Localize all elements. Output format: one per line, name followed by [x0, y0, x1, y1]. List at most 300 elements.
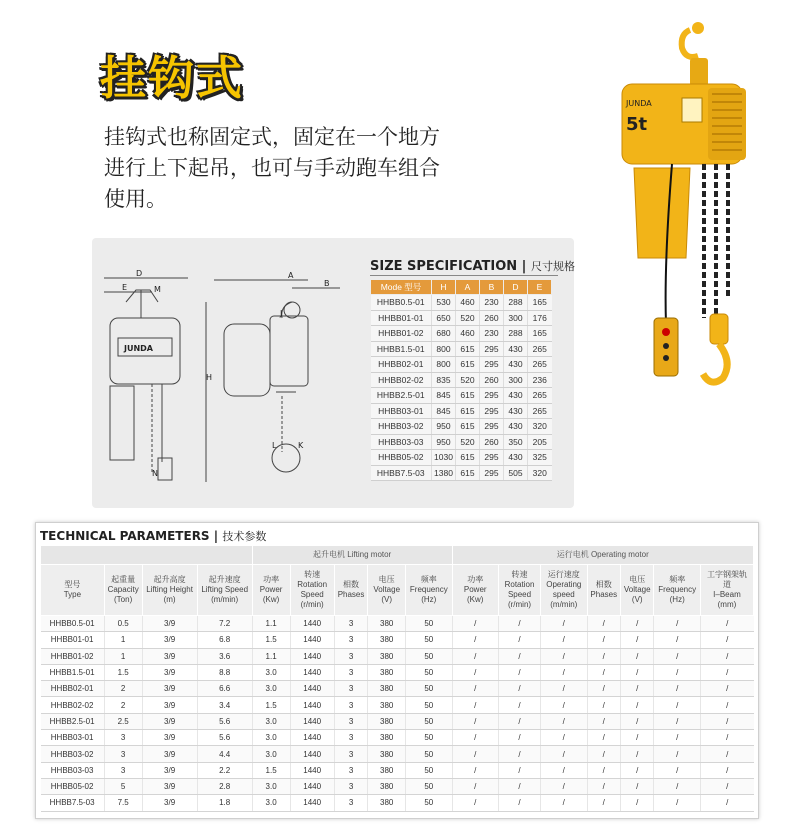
tech-group-blank	[41, 546, 253, 565]
tech-cell: /	[700, 616, 753, 632]
tech-cell: 1.8	[197, 795, 252, 811]
tech-cell: /	[587, 664, 620, 680]
tech-cell: /	[498, 778, 540, 794]
tech-cell: /	[498, 664, 540, 680]
size-spec-row	[371, 295, 552, 311]
tech-row	[41, 616, 754, 632]
tech-cell: /	[452, 616, 498, 632]
tech-cell: 2.8	[197, 778, 252, 794]
tech-cell: 3.0	[252, 795, 290, 811]
size-spec-cell: 165	[528, 295, 552, 311]
tech-cell: 380	[368, 713, 406, 729]
size-spec-header-cell: B	[480, 280, 504, 295]
size-spec-cell: 430	[504, 388, 528, 404]
size-spec-cell: 176	[528, 310, 552, 326]
tech-cell: 1	[104, 648, 142, 664]
tech-cell: 1.5	[252, 632, 290, 648]
dim-label-j: J	[280, 309, 283, 318]
tech-cell: /	[654, 746, 700, 762]
hoist-brand-label: JUNDA	[626, 99, 652, 108]
tech-cell: 3/9	[142, 746, 197, 762]
tech-cell: 3.0	[252, 778, 290, 794]
tech-header-line: Speed	[507, 590, 532, 599]
tech-header-line: (Kw)	[262, 595, 280, 604]
tech-cell: /	[621, 795, 654, 811]
size-spec-cell: HHBB03-03	[371, 434, 432, 450]
tech-group-operating: 运行电机 Operating motor	[452, 546, 753, 565]
tech-cell: 6.6	[197, 681, 252, 697]
size-spec-cell: 1030	[432, 450, 456, 466]
size-spec-cell: HHBB2.5-01	[371, 388, 432, 404]
tech-header-o-freq	[654, 565, 700, 616]
tech-cell: /	[541, 746, 587, 762]
size-spec-cell: 650	[432, 310, 456, 326]
tech-header-l-voltage	[368, 565, 406, 616]
tech-row	[41, 778, 754, 794]
size-spec-cell: 1380	[432, 465, 456, 481]
tech-cell: /	[654, 713, 700, 729]
tech-params-title-cn: 技术参数	[222, 530, 267, 543]
size-spec-cell: 430	[504, 357, 528, 373]
tech-cell: 380	[368, 648, 406, 664]
tech-cell: 1.5	[252, 697, 290, 713]
drawing-brand-label: JUNDA	[124, 344, 153, 353]
tech-cell: 3/9	[142, 730, 197, 746]
tech-cell: 1440	[290, 713, 334, 729]
size-spec-cell: 295	[480, 450, 504, 466]
tech-cell: 3	[334, 664, 367, 680]
tech-cell: HHBB05-02	[41, 778, 105, 794]
tech-cell: /	[621, 730, 654, 746]
tech-cell: /	[541, 713, 587, 729]
tech-header-speed	[197, 565, 252, 616]
tech-cell: 3/9	[142, 681, 197, 697]
tech-cell: 50	[406, 778, 452, 794]
size-spec-cell: 295	[480, 341, 504, 357]
tech-cell: 50	[406, 762, 452, 778]
tech-header-line: Type	[63, 590, 82, 599]
tech-header-line: 起升速度	[208, 575, 241, 584]
size-spec-cell: HHBB03-01	[371, 403, 432, 419]
tech-cell: 50	[406, 713, 452, 729]
size-spec-cell: HHBB01-02	[371, 326, 432, 342]
tech-cell: /	[654, 795, 700, 811]
tech-cell: /	[498, 713, 540, 729]
tech-cell: /	[452, 762, 498, 778]
tech-cell: 3/9	[142, 616, 197, 632]
size-spec-cell: 265	[528, 341, 552, 357]
size-spec-row	[371, 419, 552, 435]
size-spec-row	[371, 450, 552, 466]
tech-cell: 3	[104, 762, 142, 778]
tech-header-line: (mm)	[717, 600, 737, 609]
tech-cell: 50	[406, 681, 452, 697]
tech-header-type	[41, 565, 105, 616]
tech-cell: /	[700, 730, 753, 746]
tech-header-l-phases	[334, 565, 367, 616]
size-spec-cell: 165	[528, 326, 552, 342]
size-spec-cell: 520	[456, 372, 480, 388]
tech-cell: /	[452, 681, 498, 697]
tech-cell: /	[587, 648, 620, 664]
tech-cell: /	[700, 648, 753, 664]
tech-cell: 3/9	[142, 778, 197, 794]
size-spec-row	[371, 403, 552, 419]
dim-label-b: B	[324, 279, 330, 288]
tech-cell: 3	[334, 778, 367, 794]
size-spec-cell: 295	[480, 403, 504, 419]
size-spec-header-cell: Mode 型号	[371, 280, 432, 295]
tech-cell: HHBB03-02	[41, 746, 105, 762]
size-spec-cell: 430	[504, 341, 528, 357]
tech-group-lifting: 起升电机 Lifting motor	[252, 546, 452, 565]
tech-header-line: (V)	[381, 595, 393, 604]
tech-cell: /	[498, 795, 540, 811]
size-spec-row	[371, 372, 552, 388]
size-spec-row	[371, 341, 552, 357]
tech-row	[41, 648, 754, 664]
size-spec-cell: 260	[480, 372, 504, 388]
tech-cell: HHBB03-03	[41, 762, 105, 778]
size-spec-header-cell: D	[504, 280, 528, 295]
size-spec-cell: 615	[456, 357, 480, 373]
size-spec-header-cell: H	[432, 280, 456, 295]
tech-cell: /	[498, 746, 540, 762]
dim-label-e: E	[122, 283, 128, 292]
tech-cell: HHBB1.5-01	[41, 664, 105, 680]
tech-cell: 3	[334, 713, 367, 729]
size-spec-cell: 835	[432, 372, 456, 388]
tech-header-line: 功率	[263, 575, 280, 584]
tech-cell: 1.1	[252, 648, 290, 664]
size-spec-header-cell: E	[528, 280, 552, 295]
tech-cell: 5	[104, 778, 142, 794]
tech-header-line: Frequency	[658, 585, 697, 594]
tech-header-l-freq	[406, 565, 452, 616]
tech-cell: 50	[406, 697, 452, 713]
tech-cell: HHBB01-02	[41, 648, 105, 664]
tech-cell: 50	[406, 746, 452, 762]
tech-header-line: I–Beam	[713, 590, 741, 599]
tech-cell: 50	[406, 664, 452, 680]
tech-cell: 3.0	[252, 713, 290, 729]
tech-cell: 3	[334, 648, 367, 664]
tech-cell: 3/9	[142, 632, 197, 648]
tech-cell: /	[498, 730, 540, 746]
tech-cell: 3	[334, 697, 367, 713]
size-spec-row	[371, 357, 552, 373]
tech-cell: /	[700, 632, 753, 648]
tech-cell: /	[541, 632, 587, 648]
tech-cell: 3	[334, 730, 367, 746]
size-spec-cell: HHBB05-02	[371, 450, 432, 466]
tech-cell: /	[498, 681, 540, 697]
tech-cell: 8.8	[197, 664, 252, 680]
tech-cell: 1440	[290, 632, 334, 648]
tech-cell: 3.0	[252, 746, 290, 762]
tech-cell: 380	[368, 664, 406, 680]
tech-header-line: 运行速度	[547, 570, 580, 579]
tech-header-line: 转速	[511, 570, 528, 579]
tech-cell: /	[621, 762, 654, 778]
size-spec-cell: HHBB7.5-03	[371, 465, 432, 481]
size-spec-cell: 430	[504, 450, 528, 466]
tech-cell: /	[452, 664, 498, 680]
tech-cell: HHBB0.5-01	[41, 616, 105, 632]
tech-cell: /	[541, 795, 587, 811]
tech-cell: 0.5	[104, 616, 142, 632]
tech-row	[41, 762, 754, 778]
dim-label-a: A	[288, 271, 294, 280]
tech-header-o-beam	[700, 565, 753, 616]
tech-cell: 380	[368, 697, 406, 713]
tech-cell: /	[700, 697, 753, 713]
tech-header-o-rot	[498, 565, 540, 616]
size-spec-row	[371, 465, 552, 481]
tech-cell: 50	[406, 616, 452, 632]
tech-cell: 3	[104, 730, 142, 746]
tech-cell: 1440	[290, 746, 334, 762]
tech-header-line: 起重量	[111, 575, 136, 584]
tech-cell: /	[621, 713, 654, 729]
tech-cell: /	[621, 778, 654, 794]
tech-cell: 5.6	[197, 730, 252, 746]
tech-cell: /	[498, 632, 540, 648]
tech-cell: /	[587, 713, 620, 729]
tech-cell: /	[654, 778, 700, 794]
tech-cell: /	[654, 762, 700, 778]
tech-cell: /	[541, 664, 587, 680]
tech-cell: 5.6	[197, 713, 252, 729]
size-spec-cell: 615	[456, 465, 480, 481]
size-spec-cell: 295	[480, 465, 504, 481]
tech-cell: /	[700, 746, 753, 762]
tech-cell: /	[621, 616, 654, 632]
tech-cell: /	[621, 648, 654, 664]
size-spec-title-en: SIZE SPECIFICATION	[370, 259, 518, 274]
tech-cell: /	[587, 616, 620, 632]
size-spec-cell: HHBB1.5-01	[371, 341, 432, 357]
tech-cell: 1440	[290, 664, 334, 680]
size-spec-cell: 265	[528, 403, 552, 419]
tech-cell: 3/9	[142, 762, 197, 778]
tech-cell: 1440	[290, 648, 334, 664]
tech-header-line: 功率	[467, 575, 484, 584]
tech-cell: 2.5	[104, 713, 142, 729]
size-spec-cell: 300	[504, 372, 528, 388]
tech-cell: /	[452, 713, 498, 729]
tech-cell: 1440	[290, 795, 334, 811]
tech-cell: 50	[406, 730, 452, 746]
tech-cell: /	[700, 664, 753, 680]
size-spec-table	[370, 279, 552, 481]
tech-cell: 3/9	[142, 795, 197, 811]
tech-header-line: Phases	[337, 590, 365, 599]
size-spec-cell: 520	[456, 434, 480, 450]
tech-cell: /	[452, 730, 498, 746]
tech-cell: /	[498, 697, 540, 713]
tech-cell: /	[654, 616, 700, 632]
tech-header-o-voltage	[621, 565, 654, 616]
tech-header-line: (Hz)	[669, 595, 685, 604]
size-spec-cell: 260	[480, 434, 504, 450]
tech-group-row	[41, 546, 754, 565]
size-spec-row	[371, 388, 552, 404]
tech-cell: /	[700, 713, 753, 729]
tech-cell: 50	[406, 648, 452, 664]
size-spec-cell: 460	[456, 295, 480, 311]
tech-cell: 1440	[290, 730, 334, 746]
tech-header-line: 电压	[629, 575, 646, 584]
tech-cell: 6.8	[197, 632, 252, 648]
tech-cell: 50	[406, 632, 452, 648]
tech-header-l-power	[252, 565, 290, 616]
tech-header-line: (Hz)	[421, 595, 437, 604]
tech-cell: 1440	[290, 697, 334, 713]
tech-cell: /	[587, 681, 620, 697]
tech-cell: /	[587, 632, 620, 648]
tech-cell: 7.2	[197, 616, 252, 632]
size-spec-cell: 505	[504, 465, 528, 481]
tech-cell: 380	[368, 762, 406, 778]
tech-header-line: (m/min)	[550, 600, 578, 609]
tech-header-o-power	[452, 565, 498, 616]
tech-cell: 3.0	[252, 681, 290, 697]
tech-cell: 3/9	[142, 648, 197, 664]
tech-cell: /	[498, 616, 540, 632]
description-line: 进行上下起吊，也可与手动跑车组合	[104, 156, 440, 180]
size-spec-cell: HHBB02-02	[371, 372, 432, 388]
size-spec-cell: 230	[480, 326, 504, 342]
tech-cell: 2.2	[197, 762, 252, 778]
tech-cell: /	[452, 648, 498, 664]
tech-cell: 3	[334, 681, 367, 697]
tech-cell: HHBB2.5-01	[41, 713, 105, 729]
tech-cell: 380	[368, 681, 406, 697]
tech-cell: 3	[334, 795, 367, 811]
size-spec-cell: 460	[456, 326, 480, 342]
tech-cell: 3	[334, 632, 367, 648]
tech-header-line: Lifting Speed	[201, 585, 249, 594]
tech-cell: 3.4	[197, 697, 252, 713]
tech-cell: /	[654, 697, 700, 713]
tech-header-line: Rotation	[504, 580, 535, 589]
tech-header-capacity	[104, 565, 142, 616]
tech-cell: /	[587, 746, 620, 762]
size-spec-cell: 325	[528, 450, 552, 466]
tech-header-line: Power	[463, 585, 487, 594]
size-spec-row	[371, 310, 552, 326]
tech-header-line: Speed	[300, 590, 324, 599]
size-spec-cell: HHBB02-01	[371, 357, 432, 373]
tech-cell: 380	[368, 746, 406, 762]
tech-cell: 3.0	[252, 730, 290, 746]
tech-cell: /	[654, 664, 700, 680]
tech-cell: /	[587, 697, 620, 713]
tech-cell: 1.5	[252, 762, 290, 778]
tech-params-title-en: TECHNICAL PARAMETERS	[40, 529, 210, 543]
tech-cell: /	[452, 632, 498, 648]
tech-header-line: 频率	[420, 575, 437, 584]
tech-cell: 3/9	[142, 664, 197, 680]
tech-cell: 2	[104, 697, 142, 713]
tech-cell: /	[700, 795, 753, 811]
tech-row	[41, 730, 754, 746]
size-spec-cell: 615	[456, 419, 480, 435]
tech-header-height	[142, 565, 197, 616]
tech-cell: 3/9	[142, 697, 197, 713]
size-spec-cell: HHBB03-02	[371, 419, 432, 435]
tech-cell: /	[700, 762, 753, 778]
size-spec-cell: 295	[480, 419, 504, 435]
tech-header-line: (m)	[163, 595, 176, 604]
tech-cell: /	[541, 681, 587, 697]
tech-cell: /	[654, 681, 700, 697]
description	[104, 122, 504, 215]
tech-header-line: 转速	[304, 570, 321, 579]
tech-cell: 1440	[290, 762, 334, 778]
hoist-capacity-label: 5t	[626, 114, 648, 135]
tech-cell: 3	[334, 616, 367, 632]
size-spec-cell: 288	[504, 295, 528, 311]
tech-cell: 1.5	[104, 664, 142, 680]
tech-row	[41, 664, 754, 680]
size-spec-cell: 845	[432, 403, 456, 419]
size-spec-cell: 800	[432, 341, 456, 357]
tech-header-line: Phases	[590, 590, 618, 599]
size-spec-cell: HHBB0.5-01	[371, 295, 432, 311]
tech-header-line: Lifting Height	[146, 585, 193, 594]
tech-params-title	[40, 528, 266, 544]
tech-cell: /	[654, 632, 700, 648]
tech-cell: /	[541, 616, 587, 632]
size-spec-title-cn: 尺寸规格	[530, 260, 575, 273]
tech-cell: 3	[334, 762, 367, 778]
size-spec-header-cell: A	[456, 280, 480, 295]
page-headline: 挂钩式	[100, 51, 244, 105]
tech-cell: /	[541, 648, 587, 664]
tech-cell: 1440	[290, 778, 334, 794]
tech-header-line: Capacity	[107, 585, 139, 594]
tech-cell: 1440	[290, 681, 334, 697]
tech-cell: 3	[104, 746, 142, 762]
tech-row	[41, 681, 754, 697]
tech-cell: 3	[334, 746, 367, 762]
tech-row	[41, 746, 754, 762]
tech-row	[41, 697, 754, 713]
tech-header-line: Power	[259, 585, 283, 594]
size-spec-cell: 236	[528, 372, 552, 388]
size-spec-cell: 950	[432, 434, 456, 450]
tech-header-line: 相数	[595, 580, 612, 589]
size-spec-cell: 845	[432, 388, 456, 404]
tech-header-line: Voltage	[623, 585, 651, 594]
tech-cell: 380	[368, 730, 406, 746]
size-spec-cell: 288	[504, 326, 528, 342]
tech-cell: /	[452, 795, 498, 811]
dim-label-h: H	[206, 373, 213, 382]
dim-label-n: N	[152, 469, 158, 478]
tech-header-line: (r/min)	[300, 600, 324, 609]
size-spec-cell: 295	[480, 357, 504, 373]
tech-row	[41, 632, 754, 648]
tech-header-o-phases	[587, 565, 620, 616]
tech-cell: 1440	[290, 616, 334, 632]
tech-cell: HHBB02-02	[41, 697, 105, 713]
tech-cell: /	[587, 795, 620, 811]
tech-header-line: speed	[552, 590, 575, 599]
tech-cell: /	[541, 778, 587, 794]
